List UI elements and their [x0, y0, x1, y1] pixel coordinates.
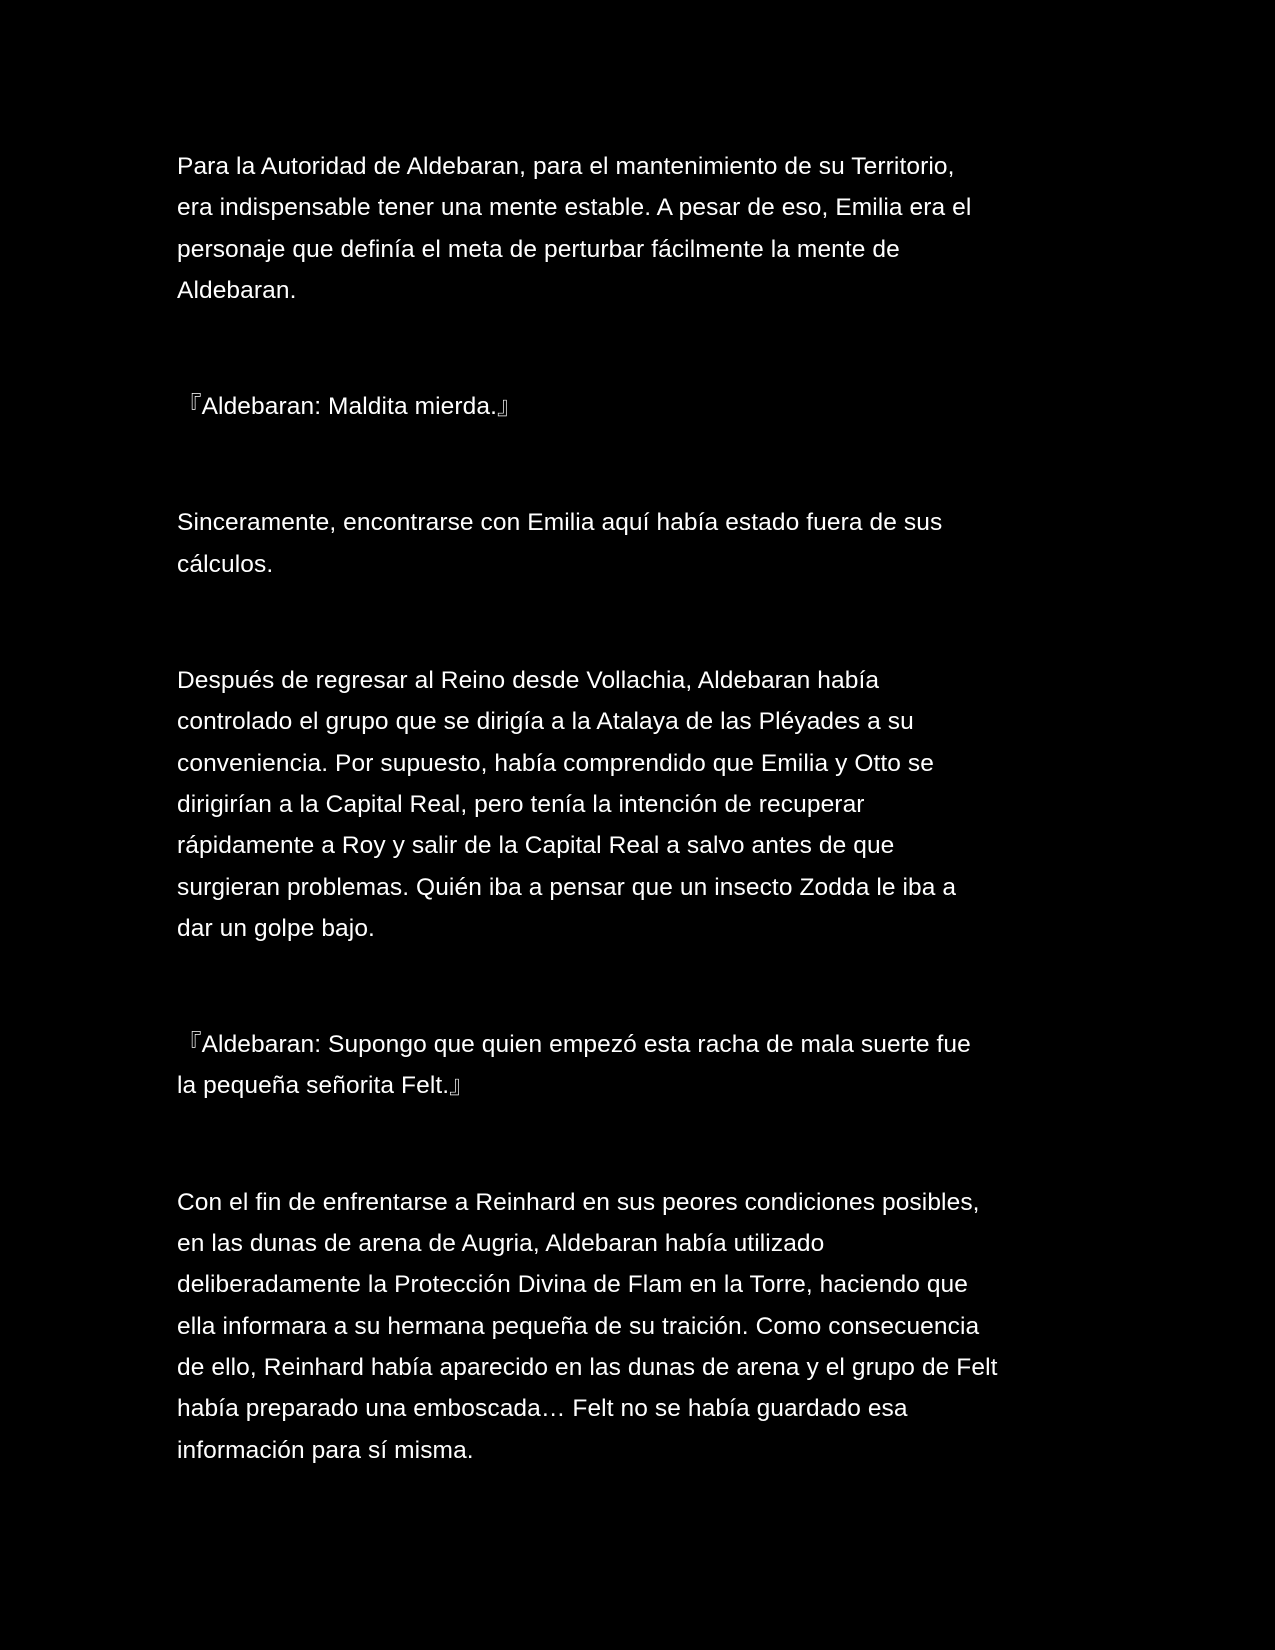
paragraph: Para la Autoridad de Aldebaran, para el mantenimiento de su Territorio, era indispensable tener una mente estable. A pesar de eso, Emilia era el personaje que definía el meta de perturbar fácilmente la mente de Aldebaran.: [177, 153, 972, 304]
paragraph: Después de regresar al Reino desde Vollachia, Aldebaran había controlado el grupo que se dirigía a la Atalaya de las Pléyades a su conveniencia. Por supuesto, había comprendido que Emilia y Otto se dirigirían a la Capital Real, pero tenía la intención de recuperar rápidamente a Roy y salir de la Capital Real a salvo antes de que surgieran problemas. Quién iba a pensar que un insecto Zodda le iba a dar un golpe bajo.: [177, 667, 957, 942]
paragraph-gap: [177, 311, 1107, 386]
paragraph-gap: [177, 1107, 1107, 1182]
paragraph-gap: [177, 949, 1107, 1024]
document-page: [177, 146, 1107, 1471]
paragraph: Sinceramente, encontrarse con Emilia aquí había estado fuera de sus cálculos.: [177, 509, 943, 578]
dialogue-line: 『Aldebaran: Supongo que quien empezó esta racha de mala suerte fue la pequeña señorita Felt.』: [177, 1031, 971, 1100]
paragraph-gap: [177, 427, 1107, 502]
paragraph-gap: [177, 585, 1107, 660]
dialogue-line: 『Aldebaran: Maldita mierda.』: [177, 393, 522, 421]
paragraph: Con el fin de enfrentarse a Reinhard en sus peores condiciones posibles, en las dunas de arena de Augria, Aldebaran había utilizado deliberadamente la Protección Divina de Flam en la Torre, haciendo que ella informara a su hermana pequeña de su traición. Como consecuencia de ello, Reinhard había aparecido en las dunas de arena y el grupo de Felt había preparado una emboscada… Felt no se había guardado esa información para sí misma.: [177, 1188, 998, 1464]
